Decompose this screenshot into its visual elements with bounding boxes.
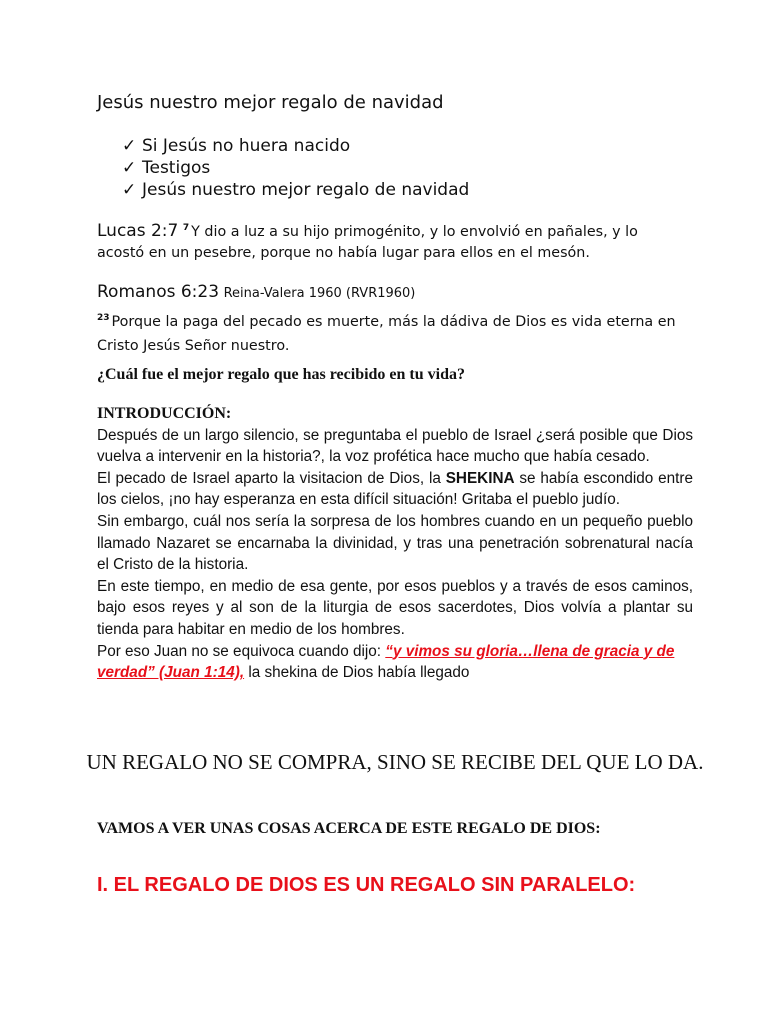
verse-number: 23 — [97, 313, 110, 323]
verse-lucas — [97, 218, 687, 264]
intro-paragraph — [97, 641, 693, 684]
list-item — [122, 135, 469, 157]
shekina-bold: SHEKINA — [445, 469, 515, 487]
list-item-text: Testigos — [142, 158, 211, 178]
check-icon: ✓ — [122, 136, 137, 156]
text-run: Por eso Juan no se equivoca cuando dijo: — [97, 642, 386, 660]
verse-text: Porque la paga del pecado es muerte, más la dádiva de Dios es vida eterna en Cristo Jesús Señor nuestro. — [97, 313, 676, 354]
verse-reference: Romanos 6:23 — [97, 282, 220, 302]
juan-quote: “y vimos su gloria…llena de gracia y de verdad” (Juan 1:14), — [97, 642, 675, 682]
intro-paragraph: Después de un largo silencio, se preguntaba el pueblo de Israel ¿será posible que Dios vuelva a intervenir en la historia?, la voz profética hace mucho que había cesado. — [97, 426, 693, 466]
main-statement: UN REGALO NO SE COMPRA, SINO SE RECIBE DEL QUE LO DA. — [86, 750, 704, 774]
introduction-section — [97, 403, 693, 684]
text-run: se había escondido entre los cielos, ¡no hay esperanza en esta difícil situación! Gritaba el pueblo judío. — [97, 469, 693, 509]
text-run: El pecado de Israel aparto la visitacion de Dios, la — [97, 469, 446, 487]
introduction-heading: INTRODUCCIÓN: — [97, 405, 232, 422]
verse-reference: Lucas 2:7 — [97, 220, 179, 241]
section-heading: I. EL REGALO DE DIOS ES UN REGALO SIN PARALELO: — [97, 874, 636, 896]
question-text: ¿Cuál fue el mejor regalo que has recibido en tu vida? — [97, 366, 465, 383]
intro-paragraph: Sin embargo, cuál nos sería la sorpresa de los hombres cuando en un pequeño pueblo llamado Nazaret se encarnaba la divinidad, y tras una penetración sobrenatural nacía el Cristo de la historia. — [97, 512, 693, 574]
intro-paragraph — [97, 468, 693, 511]
list-item-text: Jesús nuestro mejor regalo de navidad — [142, 180, 470, 200]
verse-text: Y dio a luz a su hijo primogénito, y lo envolvió en pañales, y lo acostó en un pesebre, porque no había lugar para ellos en el mesón. — [97, 223, 638, 261]
check-icon: ✓ — [122, 158, 137, 178]
document-title: Jesús nuestro mejor regalo de navidad — [97, 92, 444, 113]
text-run: la shekina de Dios había llegado — [244, 664, 470, 682]
verse-romanos — [97, 280, 687, 358]
bible-version: Reina-Valera 1960 (RVR1960) — [223, 286, 416, 301]
list-item — [122, 157, 469, 179]
verse-number: 7 — [182, 223, 190, 233]
list-item-text: Si Jesús no huera nacido — [142, 136, 351, 156]
check-icon: ✓ — [122, 180, 137, 200]
subheading: VAMOS A VER UNAS COSAS ACERCA DE ESTE REGALO DE DIOS: — [97, 820, 601, 837]
points-list — [122, 135, 469, 201]
intro-paragraph: En este tiempo, en medio de esa gente, por esos pueblos y a través de esos caminos, bajo esos reyes y al son de la liturgia de esos sacerdotes, Dios volvía a plantar su tienda para habitar en medio de los hombres. — [97, 577, 693, 638]
list-item — [122, 179, 469, 201]
